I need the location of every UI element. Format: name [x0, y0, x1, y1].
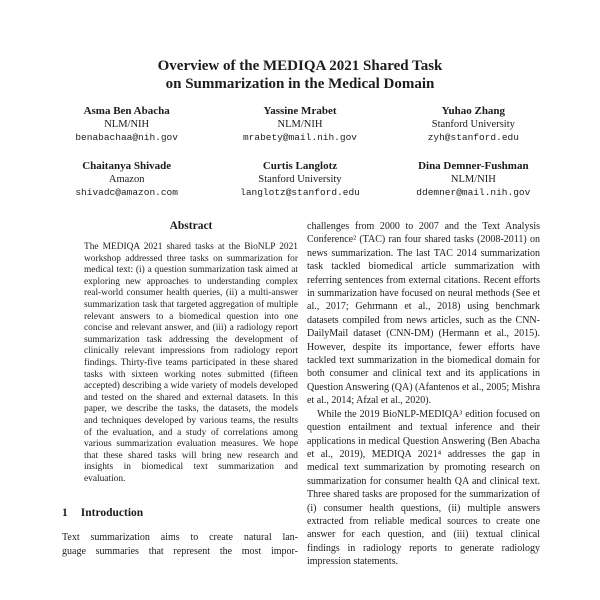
author-block	[40, 105, 213, 145]
author-name: Yassine Mrabet	[263, 105, 337, 117]
right-column	[307, 220, 540, 569]
author-affiliation: NLM/NIH	[450, 174, 496, 185]
section-heading-introduction	[62, 507, 298, 519]
author-name: Asma Ben Abacha	[83, 105, 170, 117]
author-block	[213, 105, 386, 145]
author-email: ddemner@mail.nih.gov	[416, 187, 531, 198]
body-paragraph: While the 2019 BioNLP-MEDIQA³ edition focused on question entailment and textual inference and their applications in medical Question Answering (Ben Abacha et al., 2019), MEDIQA 2021⁴ addresses the gap in medical text summarization by promoting research on summarization for consumer health QA and clinical text. Three shared tasks are proposed for the summarization of (i) consumer health questions, (ii) multiple answers extracted from reliable medical sources to create one answer for each question, and (iii) textual clinical findings in radiology reports to generate radiology impression statements.	[307, 408, 540, 568]
author-email: langlotz@stanford.edu	[240, 187, 360, 198]
author-name: Curtis Langlotz	[262, 160, 338, 172]
left-column	[62, 220, 298, 569]
author-name: Chaitanya Shivade	[82, 160, 172, 172]
title-line-2: on Summarization in the Medical Domain	[165, 75, 435, 92]
author-block	[40, 160, 213, 200]
author-name: Dina Demner-Fushman	[418, 160, 529, 172]
paper-title	[0, 58, 600, 93]
author-block	[387, 160, 560, 200]
author-block	[213, 160, 386, 200]
author-affiliation: NLM/NIH	[104, 119, 150, 130]
author-row-1	[0, 105, 600, 145]
two-column-body	[0, 220, 600, 569]
abstract-heading: Abstract	[169, 220, 213, 232]
section-title: Introduction	[80, 507, 144, 520]
abstract-section	[84, 220, 298, 485]
author-email: benabachaa@nih.gov	[75, 132, 178, 143]
author-email: zyh@stanford.edu	[427, 132, 519, 143]
author-affiliation: NLM/NIH	[277, 119, 323, 130]
author-email: mrabety@mail.nih.gov	[242, 132, 357, 143]
author-affiliation: Stanford University	[431, 119, 515, 130]
title-block	[0, 58, 600, 200]
author-email: shivadc@amazon.com	[75, 187, 178, 198]
author-name: Yuhao Zhang	[441, 105, 506, 117]
author-affiliation: Stanford University	[258, 174, 342, 185]
author-affiliation: Amazon	[108, 174, 145, 185]
abstract-text: The MEDIQA 2021 shared tasks at the BioNLP 2021 workshop addressed three tasks on summarization for medical text: (i) a question summarization task aimed at exploring new approaches to understanding complex real-world consumer health queries, (ii) a multi-answer summarization task that targeted aggregation of multiple relevant answers to a biomedical question into one concise and relevant answer, and (iii) a radiology report summarization task addressing the development of clinically relevant impressions from radiology report findings. Thirty-five teams participated in these shared tasks with sixteen working notes submitted (fifteen accepted) describing a wide variety of models developed and tested on the shared and external datasets. In this paper, we describe the tasks, the datasets, the models and techniques developed by various teams, the results of the evaluation, and a study of correlations among various summarization evaluation measures. We hope that these shared tasks will bring new research and insights in biomedical text summarization and evaluation.	[84, 242, 298, 484]
author-block	[387, 105, 560, 145]
author-row-2	[0, 160, 600, 200]
body-paragraph: challenges from 2000 to 2007 and the Text Analysis Conference² (TAC) ran four shared tasks (2008-2011) on news summarization. The last TAC 2014 summarization task tackled biomedical article summarization with referring sentences from external citations. Recent efforts in summarization have focused on neural methods (See et al., 2017; Gehrmann et al., 2018) using benchmark datasets compiled from news articles, such as the CNN-DailyMail dataset (CNN-DM) (Hermann et al., 2015). However, despite its importance, fewer efforts have tackled text summarization in the biomedical domain for both consumer and clinical text and its applications in Question Answering (QA) (Afantenos et al., 2005; Mishra et al., 2014; Afzal et al., 2020).	[307, 221, 541, 407]
intro-line: Text summarization aims to create natural lan-	[62, 532, 298, 544]
title-line-1: Overview of the MEDIQA 2021 Shared Task	[157, 58, 443, 74]
intro-line: guage summaries that represent the most impor-	[62, 545, 298, 557]
section-number: 1	[62, 507, 68, 520]
